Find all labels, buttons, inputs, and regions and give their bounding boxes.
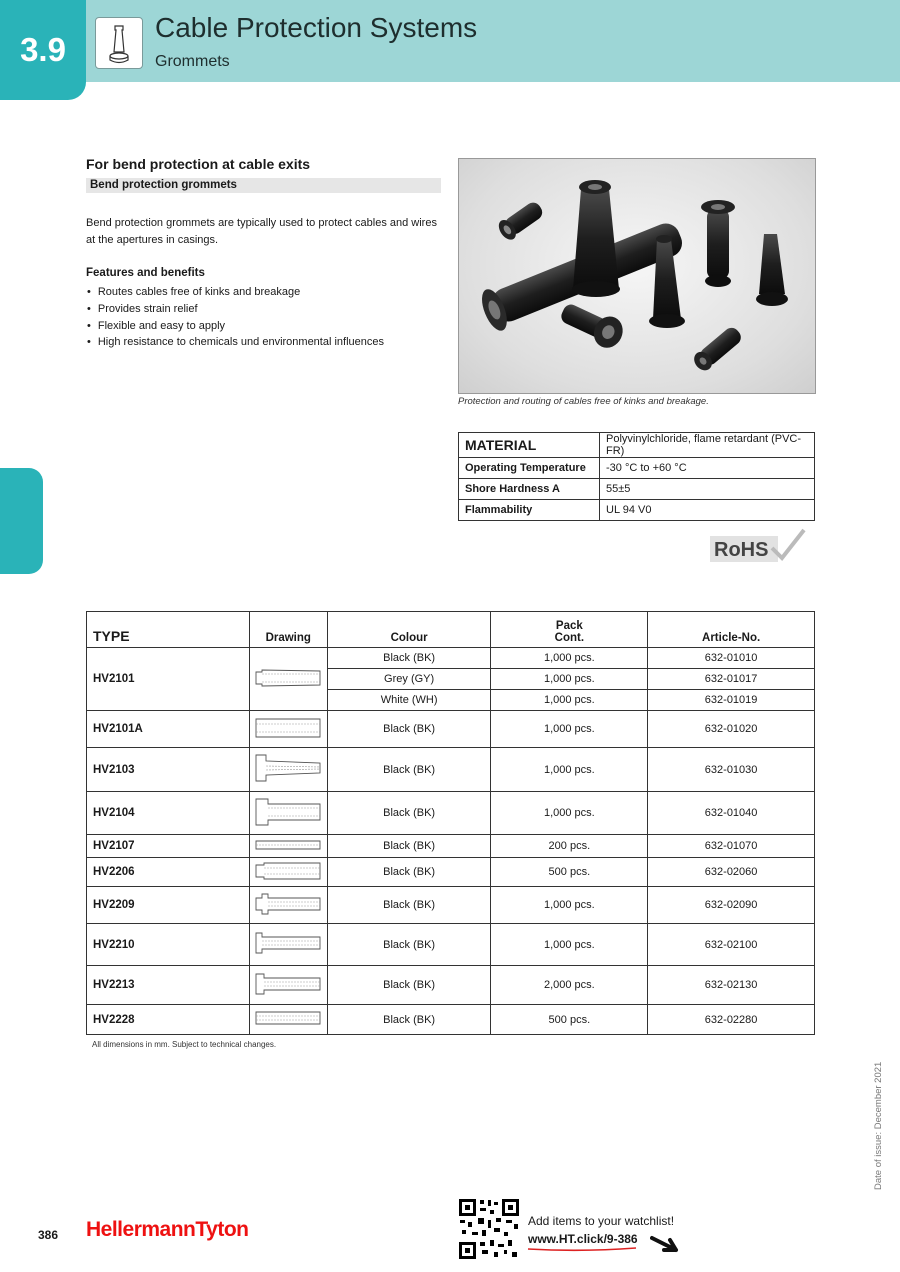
drawing-cell <box>249 924 327 966</box>
type-cell: HV2213 <box>87 966 250 1005</box>
pack-cell: 1,000 pcs. <box>491 669 648 690</box>
page-subtitle: Grommets <box>155 53 230 70</box>
watchlist-text: Add items to your watchlist! <box>528 1214 675 1228</box>
feature-item: • High resistance to chemicals und environmental influences <box>86 334 384 351</box>
link-underline <box>527 1246 637 1252</box>
type-cell: HV2228 <box>87 1005 250 1035</box>
article-cell: 632-01030 <box>648 748 815 792</box>
grommet-drawing <box>252 969 324 999</box>
article-cell: 632-01019 <box>648 690 815 711</box>
table-row <box>87 887 815 924</box>
material-key: MATERIAL <box>459 433 600 458</box>
table-row <box>87 835 815 858</box>
type-cell: HV2210 <box>87 924 250 966</box>
material-value: 55±5 <box>600 479 815 500</box>
material-key: Operating Temperature <box>459 458 600 479</box>
product-table <box>86 611 815 1035</box>
rohs-label: RoHS <box>714 539 769 561</box>
table-row <box>87 966 815 1005</box>
article-cell: 632-02280 <box>648 1005 815 1035</box>
grommet-drawing <box>252 794 324 830</box>
drawing-cell <box>249 748 327 792</box>
pack-cell: 200 pcs. <box>491 835 648 858</box>
material-value: -30 °C to +60 °C <box>600 458 815 479</box>
grommet-icon <box>95 17 143 69</box>
features-list <box>86 284 384 351</box>
table-row <box>87 748 815 792</box>
colour-cell: Grey (GY) <box>327 669 491 690</box>
colour-cell: Black (BK) <box>327 966 491 1005</box>
article-cell: 632-01010 <box>648 648 815 669</box>
article-cell: 632-02130 <box>648 966 815 1005</box>
material-value: Polyvinylchloride, flame retardant (PVC-FR) <box>600 433 815 458</box>
grommet-drawing <box>252 838 324 852</box>
table-header-row <box>87 612 815 648</box>
article-cell: 632-01040 <box>648 792 815 835</box>
type-cell: HV2101A <box>87 711 250 748</box>
page-title: Cable Protection Systems <box>155 12 478 43</box>
article-cell: 632-02100 <box>648 924 815 966</box>
pack-cell: 500 pcs. <box>491 858 648 887</box>
pack-cell: 1,000 pcs. <box>491 690 648 711</box>
feature-item: • Provides strain relief <box>86 301 384 318</box>
drawing-cell <box>249 1005 327 1035</box>
grommet-drawing <box>252 749 324 787</box>
drawing-cell <box>249 858 327 887</box>
drawing-cell <box>249 966 327 1005</box>
product-photo <box>458 158 816 394</box>
colour-cell: Black (BK) <box>327 711 491 748</box>
intro-subheading: Bend protection grommets <box>86 178 441 193</box>
article-cell: 632-01020 <box>648 711 815 748</box>
section-number: 3.9 <box>0 0 86 100</box>
grommet-drawing <box>252 715 324 741</box>
material-row <box>459 500 815 521</box>
colour-cell: Black (BK) <box>327 1005 491 1035</box>
grommet-drawing <box>252 890 324 918</box>
material-row <box>459 479 815 500</box>
side-tab <box>0 468 43 574</box>
colour-cell: Black (BK) <box>327 648 491 669</box>
col-type: TYPE <box>87 612 250 648</box>
col-pack-line1: Pack <box>555 620 583 632</box>
type-cell: HV2209 <box>87 887 250 924</box>
colour-cell: Black (BK) <box>327 924 491 966</box>
date-of-issue: Date of issue: December 2021 <box>873 1061 884 1190</box>
intro-description: Bend protection grommets are typically used to protect cables and wires at the apertures in casings. <box>86 217 437 246</box>
feature-item: • Routes cables free of kinks and breakage <box>86 284 384 301</box>
type-cell: HV2101 <box>87 648 250 711</box>
feature-item: • Flexible and easy to apply <box>86 318 384 335</box>
pack-cell: 1,000 pcs. <box>491 711 648 748</box>
pack-cell: 500 pcs. <box>491 1005 648 1035</box>
qr-code[interactable] <box>458 1198 520 1260</box>
pack-cell: 2,000 pcs. <box>491 966 648 1005</box>
drawing-cell <box>249 887 327 924</box>
pack-cell: 1,000 pcs. <box>491 924 648 966</box>
table-row <box>87 858 815 887</box>
brand-logo: HellermannTyton <box>86 1218 249 1241</box>
drawing-cell <box>249 648 327 711</box>
colour-cell: Black (BK) <box>327 887 491 924</box>
pack-cell: 1,000 pcs. <box>491 887 648 924</box>
photo-caption: Protection and routing of cables free of kinks and breakage. <box>458 396 709 407</box>
type-cell: HV2104 <box>87 792 250 835</box>
col-pack <box>491 612 648 648</box>
colour-cell: Black (BK) <box>327 835 491 858</box>
features-title: Features and benefits <box>86 267 205 279</box>
colour-cell: White (WH) <box>327 690 491 711</box>
table-row <box>87 1005 815 1035</box>
type-cell: HV2206 <box>87 858 250 887</box>
cursor-arrow-icon <box>650 1234 680 1254</box>
col-drawing: Drawing <box>249 612 327 648</box>
material-key: Flammability <box>459 500 600 521</box>
table-row <box>87 792 815 835</box>
article-cell: 632-02060 <box>648 858 815 887</box>
pack-cell: 1,000 pcs. <box>491 792 648 835</box>
material-row <box>459 458 815 479</box>
drawing-cell <box>249 792 327 835</box>
material-table <box>458 432 815 521</box>
article-cell: 632-01070 <box>648 835 815 858</box>
watchlist-link[interactable]: www.HT.click/9-386 <box>528 1232 638 1246</box>
type-cell: HV2107 <box>87 835 250 858</box>
col-pack-line2: Cont. <box>554 632 585 644</box>
grommet-drawing <box>252 1008 324 1028</box>
type-cell: HV2103 <box>87 748 250 792</box>
colour-cell: Black (BK) <box>327 748 491 792</box>
material-key: Shore Hardness A <box>459 479 600 500</box>
material-value: UL 94 V0 <box>600 500 815 521</box>
table-row <box>87 711 815 748</box>
col-colour: Colour <box>327 612 491 648</box>
pack-cell: 1,000 pcs. <box>491 648 648 669</box>
colour-cell: Black (BK) <box>327 858 491 887</box>
page-number: 386 <box>38 1228 59 1242</box>
material-row <box>459 433 815 458</box>
intro-heading: For bend protection at cable exits <box>86 156 311 172</box>
table-row <box>87 648 815 669</box>
pack-cell: 1,000 pcs. <box>491 748 648 792</box>
rohs-badge <box>710 528 806 564</box>
table-row <box>87 924 815 966</box>
grommet-drawing <box>252 666 324 690</box>
grommet-drawing <box>252 927 324 959</box>
article-cell: 632-02090 <box>648 887 815 924</box>
drawing-cell <box>249 711 327 748</box>
drawing-cell <box>249 835 327 858</box>
col-article: Article-No. <box>648 612 815 648</box>
colour-cell: Black (BK) <box>327 792 491 835</box>
grommet-drawing <box>252 860 324 882</box>
article-cell: 632-01017 <box>648 669 815 690</box>
table-footnote: All dimensions in mm. Subject to technical changes. <box>92 1040 277 1049</box>
